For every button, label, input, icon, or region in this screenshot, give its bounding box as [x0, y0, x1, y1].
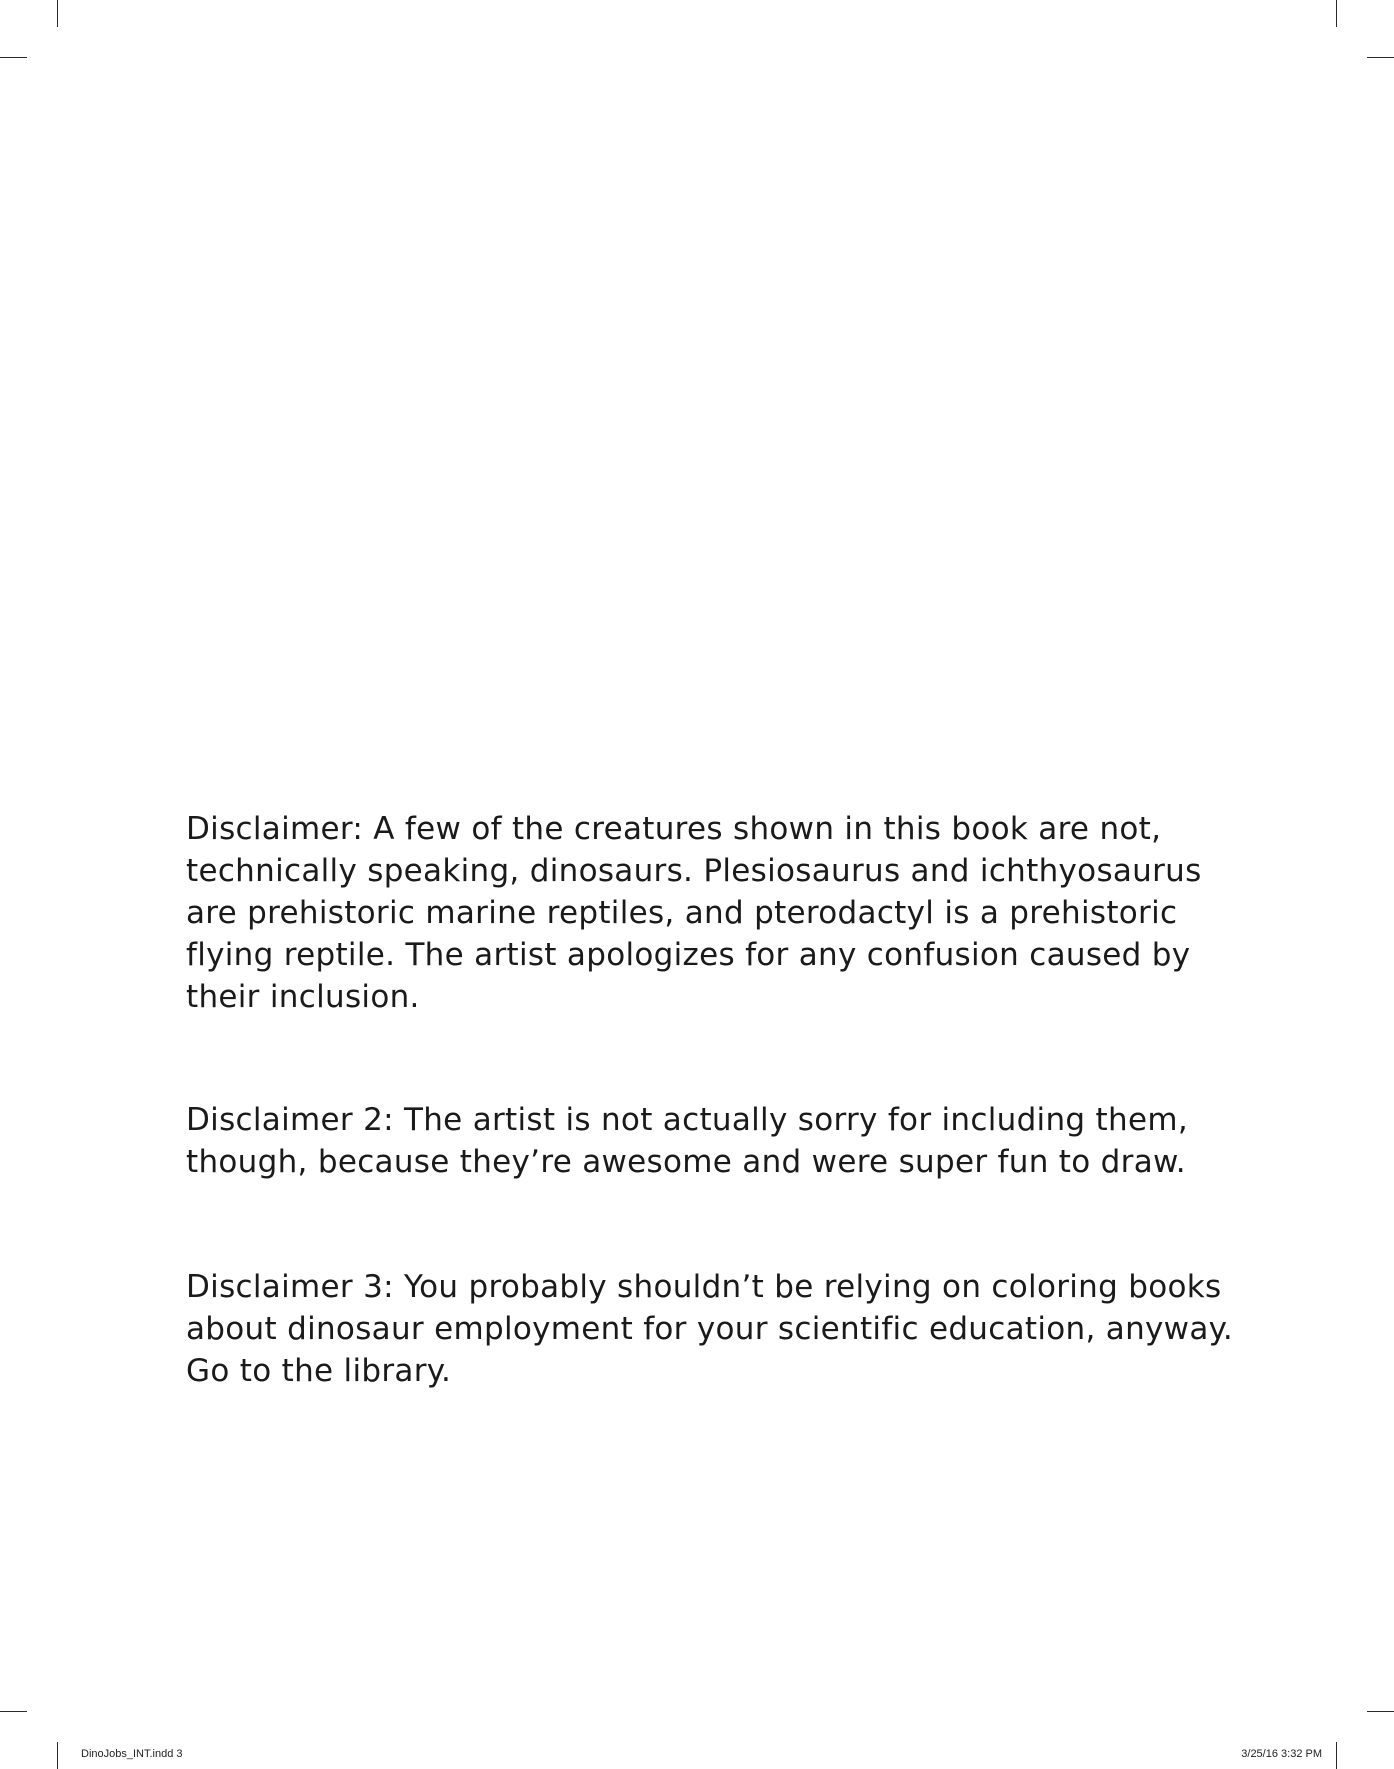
disclaimer-2-paragraph	[186, 1099, 1246, 1183]
crop-mark-bottom-right-horizontal	[1367, 1711, 1394, 1712]
disclaimer-3-line: Disclaimer 3: You probably shouldn’t be relying on coloring books	[186, 1269, 1222, 1305]
disclaimer-1-line: their inclusion.	[186, 979, 420, 1015]
slug-timestamp: 3/25/16 3:32 PM	[1241, 1748, 1322, 1760]
crop-mark-top-right-vertical	[1336, 0, 1337, 27]
crop-mark-top-right-horizontal	[1367, 57, 1394, 58]
disclaimer-3-line: Go to the library.	[186, 1353, 452, 1389]
disclaimer-2-line: Disclaimer 2: The artist is not actually sorry for including them,	[186, 1102, 1188, 1138]
crop-mark-top-left-vertical	[57, 0, 58, 27]
disclaimer-1-line: are prehistoric marine reptiles, and pterodactyl is a prehistoric	[186, 895, 1178, 931]
crop-mark-top-left-horizontal	[0, 57, 27, 58]
disclaimer-1-line: technically speaking, dinosaurs. Plesiosaurus and ichthyosaurus	[186, 853, 1202, 889]
crop-mark-bottom-right-vertical	[1336, 1742, 1337, 1769]
disclaimer-1-line: Disclaimer: A few of the creatures shown in this book are not,	[186, 811, 1162, 847]
crop-mark-bottom-left-horizontal	[0, 1711, 27, 1712]
slug-file-name: DinoJobs_INT.indd 3	[81, 1748, 183, 1760]
disclaimer-2-line: though, because they’re awesome and were super fun to draw.	[186, 1144, 1186, 1180]
disclaimer-3-line: about dinosaur employment for your scientific education, anyway.	[186, 1311, 1233, 1347]
disclaimer-3-paragraph	[186, 1266, 1246, 1392]
disclaimer-1-line: flying reptile. The artist apologizes for any confusion caused by	[186, 937, 1191, 973]
crop-mark-bottom-left-vertical	[57, 1742, 58, 1769]
disclaimer-1-paragraph	[186, 808, 1246, 1018]
